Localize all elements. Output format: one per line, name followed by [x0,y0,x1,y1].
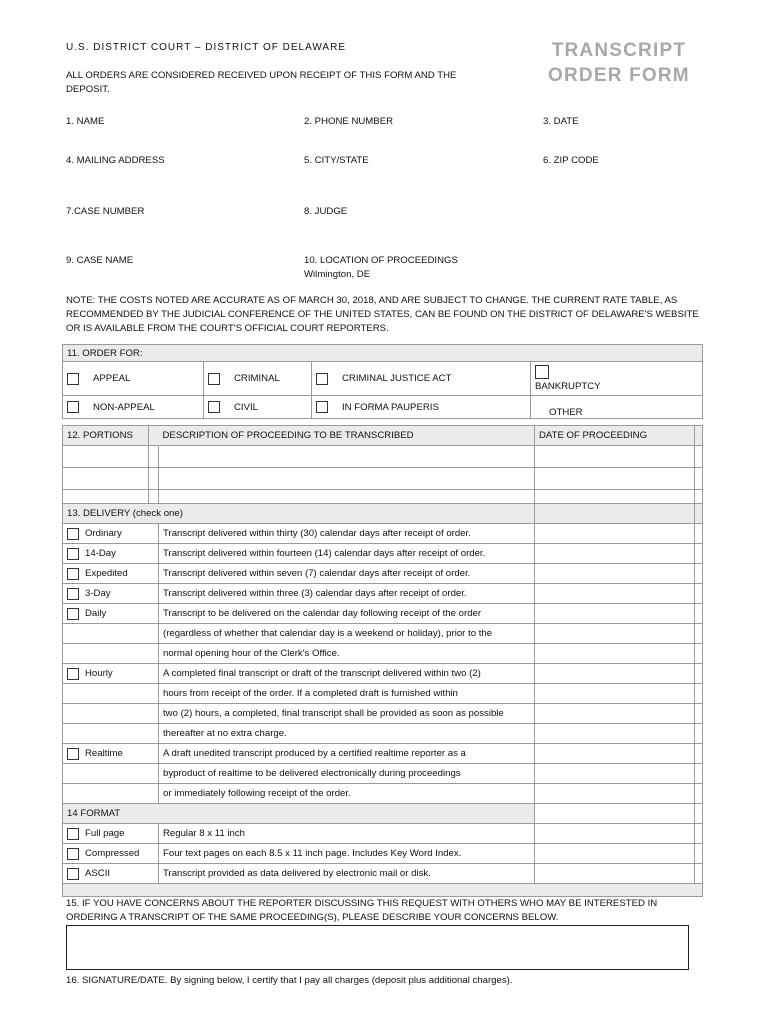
ascii-checkbox[interactable] [67,868,79,880]
criminal-checkbox[interactable] [208,373,220,385]
intro-text: ALL ORDERS ARE CONSIDERED RECEIVED UPON RECEIPT OF THIS FORM AND THE DEPOSIT. [66,70,457,95]
bankruptcy-checkbox[interactable] [535,365,549,379]
order-for-table [62,344,703,419]
non-appeal-label: NON-APPEAL [93,401,155,413]
case-number-label: 7.CASE NUMBER [66,206,145,217]
civil-label: CIVIL [234,401,258,413]
portions-table [62,425,703,512]
portions-cell[interactable] [63,468,149,490]
date-label: 3. DATE [543,116,579,127]
ascii-description: Transcript provided as data delivered by electronic mail or disk. [159,864,535,884]
daily-checkbox[interactable] [67,608,79,620]
concerns-textbox[interactable] [66,925,689,970]
ordinary-checkbox[interactable] [67,528,79,540]
realtime-description: A draft unedited transcript produced by a certified realtime reporter as a [159,744,535,764]
hourly-description: thereafter at no extra charge. [159,724,535,744]
daily-label: Daily [85,608,107,619]
non-appeal-checkbox[interactable] [67,401,79,413]
delivery-heading: 13. DELIVERY (check one) [63,504,535,524]
phone-label: 2. PHONE NUMBER [304,116,394,127]
proceeding-date-cell[interactable] [535,468,695,490]
description-heading: DESCRIPTION OF PROCEEDING TO BE TRANSCRIBED [159,426,535,446]
expedited-checkbox[interactable] [67,568,79,580]
date-of-proceeding-heading: DATE OF PROCEEDING [535,426,695,446]
ifp-label: IN FORMA PAUPERIS [342,401,439,413]
delivery-table [62,503,703,897]
hourly-checkbox[interactable] [67,668,79,680]
fourteen-day-description: Transcript delivered within fourteen (14) calendar days after receipt of order. [159,544,535,564]
realtime-description: or immediately following receipt of the order. [159,784,535,804]
hourly-description: two (2) hours, a completed, final transcript shall be provided as soon as possible [159,704,535,724]
cja-checkbox[interactable] [316,373,328,385]
compressed-label: Compressed [85,848,140,859]
daily-description: Transcript to be delivered on the calendar day following receipt of the order [159,604,535,624]
compressed-description: Four text pages on each 8.5 x 11 inch page. Includes Key Word Index. [159,844,535,864]
appeal-checkbox[interactable] [67,373,79,385]
realtime-label: Realtime [85,748,123,759]
other-label: OTHER [549,407,583,418]
fourteen-day-label: 14-Day [85,548,116,559]
order-for-heading: 11. ORDER FOR: [63,345,703,362]
hourly-description: A completed final transcript or draft of the transcript delivered within two (2) [159,664,535,684]
zip-code-label: 6. ZIP CODE [543,155,599,166]
bankruptcy-label: BANKRUPTCY [535,381,601,392]
form-title: TRANSCRIPT ORDER FORM [548,40,690,86]
location-label: 10. LOCATION OF PROCEEDINGS [304,255,458,266]
three-day-label: 3-Day [85,588,111,599]
portions-heading: 12. PORTIONS [63,426,149,446]
appeal-label: APPEAL [93,373,131,384]
daily-description: normal opening hour of the Clerk's Office. [159,644,535,664]
ordinary-description: Transcript delivered within thirty (30) calendar days after receipt of order. [159,524,535,544]
ascii-label: ASCII [85,868,111,879]
civil-checkbox[interactable] [208,401,220,413]
full-page-checkbox[interactable] [67,828,79,840]
description-cell[interactable] [159,446,535,468]
realtime-description: byproduct of realtime to be delivered electronically during proceedings [159,764,535,784]
expedited-description: Transcript delivered within seven (7) calendar days after receipt of order. [159,564,535,584]
cja-label: CRIMINAL JUSTICE ACT [342,373,452,384]
three-day-checkbox[interactable] [67,588,79,600]
hourly-label: Hourly [85,668,113,679]
criminal-label: CRIMINAL [234,373,280,384]
description-cell[interactable] [159,468,535,490]
full-page-label: Full page [85,828,125,839]
mailing-address-label: 4. MAILING ADDRESS [66,155,165,166]
city-state-label: 5. CITY/STATE [304,155,369,166]
three-day-description: Transcript delivered within three (3) calendar days after receipt of order. [159,584,535,604]
ordinary-label: Ordinary [85,528,122,539]
name-label: 1. NAME [66,116,105,127]
expedited-label: Expedited [85,568,128,579]
location-value: Wilmington, DE [304,269,371,280]
ifp-checkbox[interactable] [316,401,328,413]
concerns-question: 15. IF YOU HAVE CONCERNS ABOUT THE REPORTER DISCUSSING THIS REQUEST WITH OTHERS WHO MAY BE INTERESTED IN ORDERING A TRANSCRIPT OF THE SAME PROCEEDING(S), PLEASE DESCRIBE YOUR CONCERNS BELOW. [66,898,658,923]
realtime-checkbox[interactable] [67,748,79,760]
full-page-description: Regular 8 x 11 inch [159,824,535,844]
judge-label: 8. JUDGE [304,206,348,217]
format-heading: 14 FORMAT [63,804,535,824]
hourly-description: hours from receipt of the order. If a completed draft is furnished within [159,684,535,704]
portions-cell[interactable] [63,446,149,468]
case-name-label: 9. CASE NAME [66,255,134,266]
format-footer-bar [63,884,703,897]
signature-label: 16. SIGNATURE/DATE. By signing below, I certify that I pay all charges (deposit plus additional charges). [66,975,513,986]
cost-note: NOTE: THE COSTS NOTED ARE ACCURATE AS OF MARCH 30, 2018, AND ARE SUBJECT TO CHANGE. THE CURRENT RATE TABLE, AS RECOMMENDED BY THE JUDICIAL CONFERENCE OF THE UNITED STATES, CAN BE FOUND ON THE DISTRICT OF DELAWARE'S WEBSITE OR IS AVAILABLE FROM THE COURT'S OFFICIAL COURT REPORTERS. [66,295,699,334]
fourteen-day-checkbox[interactable] [67,548,79,560]
proceeding-date-cell[interactable] [535,446,695,468]
court-name: U.S. DISTRICT COURT – DISTRICT OF DELAWARE [66,42,346,53]
daily-description: (regardless of whether that calendar day is a weekend or holiday), prior to the [159,624,535,644]
compressed-checkbox[interactable] [67,848,79,860]
